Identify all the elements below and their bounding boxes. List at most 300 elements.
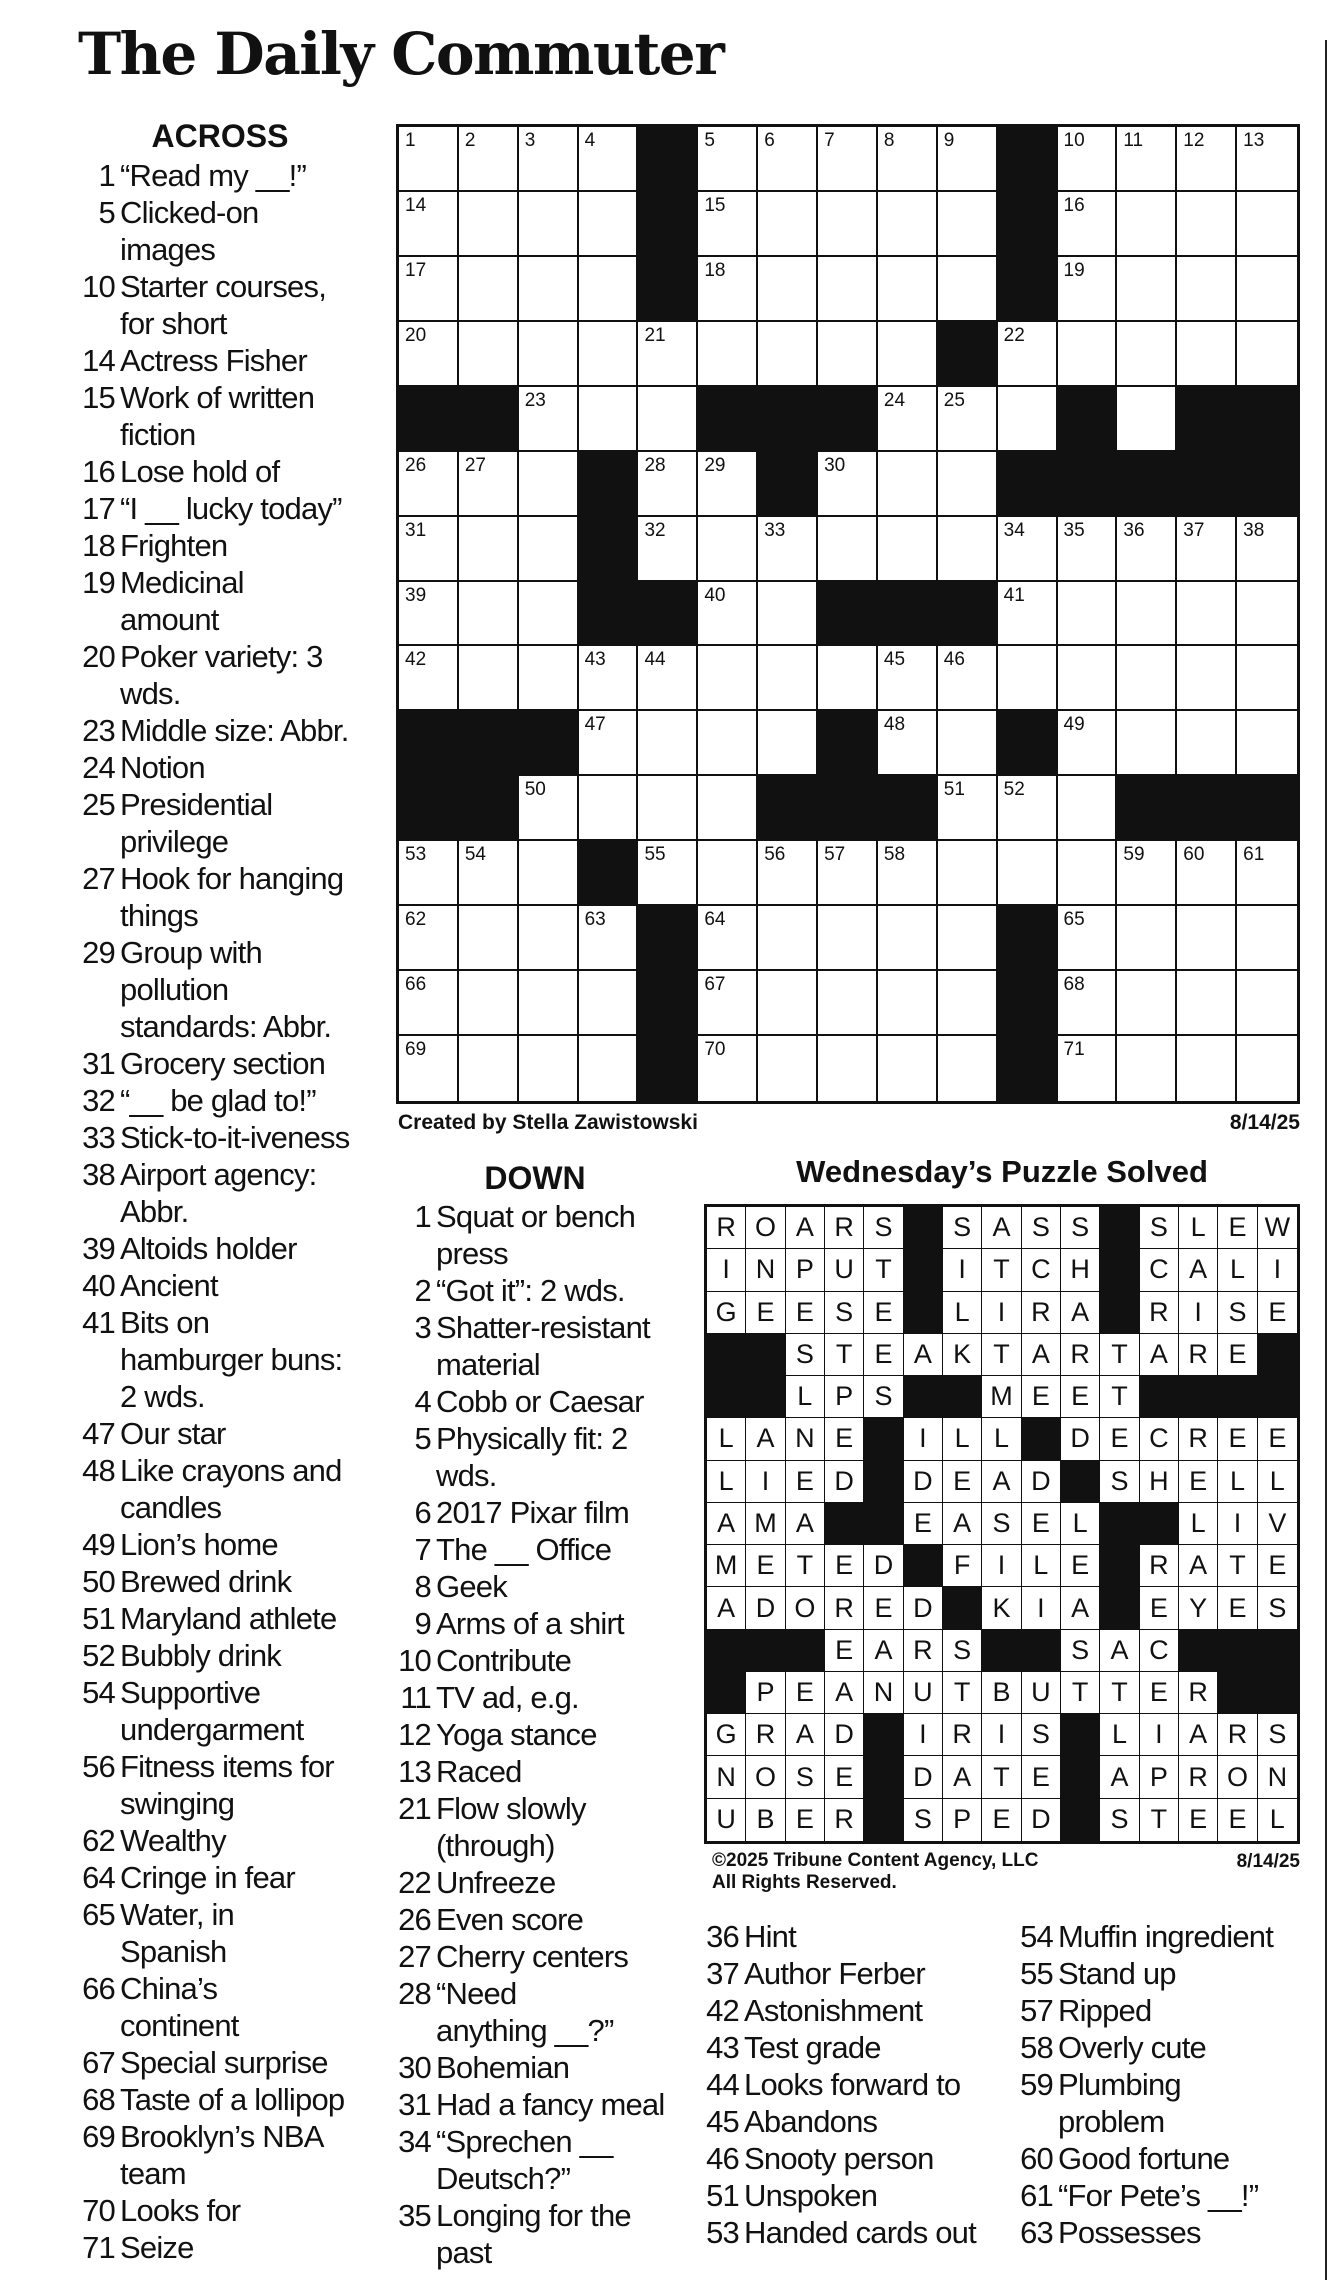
cell-number: 50 [524,779,546,801]
solution-letter: D [825,1461,864,1503]
clue-text: Our star [120,1416,226,1451]
cell-number: 25 [943,389,965,411]
clue-item [1014,1992,1324,2029]
grid-cell [938,517,998,582]
grid-cell [698,646,758,711]
black-square [938,322,998,387]
black-square [1117,776,1177,841]
clue-text: swinging [120,1786,235,1821]
black-square [864,1756,903,1798]
clue-number: 17 [82,491,115,526]
solution-letter: U [707,1799,746,1841]
grid-cell [938,711,998,776]
page-edge-divider [1325,40,1327,2280]
cell-number: 3 [524,130,536,151]
clue-text: Cobb or Caesar [436,1384,644,1419]
solution-letter: N [1258,1756,1297,1798]
clue-text: “Sprechen __ [436,2124,613,2159]
solution-letter: C [1140,1630,1179,1672]
solution-letter: R [825,1587,864,1629]
clue-number: 8 [414,1569,431,1604]
grid-cell [698,971,758,1036]
solution-letter: I [982,1292,1021,1334]
clue-item [76,490,376,527]
grid-cell [1117,646,1177,711]
solution-letter: D [904,1461,943,1503]
solution-letter: L [1100,1714,1139,1756]
solution-letter: R [1179,1672,1218,1714]
clue-number: 5 [414,1421,431,1456]
solution-letter: T [982,1249,1021,1291]
cell-number: 19 [1063,259,1085,281]
solution-date: 8/14/25 [1236,1851,1300,1872]
black-square [758,452,818,517]
grid-cell [399,971,459,1036]
grid-cell [1058,322,1118,387]
solution-letter: A [982,1207,1021,1249]
clue-number: 35 [398,2198,431,2233]
solution-letter: A [943,1756,982,1798]
clue-text: Stick-to-it-iveness [120,1120,350,1155]
grid-cell [998,517,1058,582]
grid-cell [1058,971,1118,1036]
cell-number: 45 [883,649,906,671]
clue-item [700,2029,1000,2066]
black-square [864,1714,903,1756]
grid-cell [399,582,459,647]
clue-item [1014,2140,1324,2177]
clue-text: anything __?” [436,2013,614,2048]
black-square [998,192,1058,257]
cell-number: 46 [943,649,965,671]
grid-cell [1058,711,1118,776]
solution-letter: E [1022,1756,1061,1798]
puzzle-date: 8/14/25 [1229,1111,1300,1134]
clue-text: material [436,1347,540,1382]
copyright-line-1: ©2025 Tribune Content Agency, LLC [712,1850,1039,1871]
grid-cell [878,517,938,582]
clue-text: problem [1058,2104,1165,2139]
clue-number: 9 [414,1606,431,1641]
grid-cell [638,517,698,582]
solution-letter: A [786,1503,825,1545]
solution-letter: S [1258,1714,1297,1756]
grid-cell [758,1036,818,1101]
solution-letter: K [943,1334,982,1376]
clue-text: Raced [436,1754,522,1789]
grid-cell [1177,1036,1237,1101]
cell-number: 4 [584,130,596,151]
black-square [638,192,698,257]
clue-number: 54 [1020,1919,1053,1954]
clue-number: 52 [82,1638,115,1673]
black-square [904,1207,943,1249]
clue-text: Muffin ingredient [1058,1919,1274,1954]
solution-letter: N [786,1418,825,1460]
clue-text: candles [120,1490,222,1525]
clue-item [76,786,376,860]
clue-item [392,1864,692,1901]
grid-cell [1177,582,1237,647]
black-square [904,1249,943,1291]
solution-letter: D [825,1714,864,1756]
grid-cell [1237,841,1297,906]
black-square [864,1461,903,1503]
solution-letter: L [1179,1207,1218,1249]
grid-cell [519,646,579,711]
clue-text: Fitness items for [120,1749,334,1784]
solution-letter: A [943,1503,982,1545]
clue-number: 64 [82,1860,115,1895]
clue-text: things [120,898,198,933]
cell-number: 8 [883,130,895,151]
clue-text: Bohemian [436,2050,570,2085]
grid-cell [1058,517,1118,582]
clue-item [76,1304,376,1415]
solution-letter: I [1179,1292,1218,1334]
clue-number: 51 [82,1601,115,1636]
cell-number: 14 [405,194,427,216]
clue-item [1014,2066,1324,2140]
solution-letter: R [825,1207,864,1249]
clue-number: 45 [706,2104,739,2139]
solution-letter: E [1258,1292,1297,1334]
grid-cell [519,257,579,322]
grid-cell [579,127,639,192]
grid-cell [519,971,579,1036]
clue-text: undergarment [120,1712,304,1747]
grid-cell [1177,322,1237,387]
solution-letter: L [1061,1503,1100,1545]
page-title: The Daily Commuter [78,20,724,88]
solution-letter: U [904,1672,943,1714]
grid-cell [1058,257,1118,322]
clue-number: 22 [398,1865,431,1900]
clue-text: “Read my __!” [120,158,306,193]
solution-letter: N [864,1672,903,1714]
cell-number: 69 [405,1039,427,1061]
grid-cell [1117,257,1177,322]
grid-cell [399,646,459,711]
clue-number: 2 [414,1273,431,1308]
clue-item [1014,1918,1324,1955]
clue-number: 5 [98,195,115,230]
clue-number: 6 [414,1495,431,1530]
clue-text: Unspoken [744,2178,878,2213]
solution-letter: E [1258,1545,1297,1587]
cell-number: 41 [1003,584,1025,606]
clue-number: 1 [414,1199,431,1234]
cell-number: 34 [1003,519,1025,541]
solution-grid [704,1204,1300,1844]
grid-cell [878,971,938,1036]
clue-number: 29 [82,935,115,970]
clue-number: 44 [706,2067,739,2102]
clue-number: 18 [82,528,115,563]
cell-number: 26 [405,454,427,476]
grid-cell [1177,192,1237,257]
cell-number: 6 [764,130,775,151]
clue-text: Presidential [120,787,273,822]
clue-number: 3 [414,1310,431,1345]
clue-number: 50 [82,1564,115,1599]
black-square [1218,1672,1257,1714]
grid-cell [519,322,579,387]
solution-letter: E [786,1292,825,1334]
clue-text: Astonishment [744,1993,923,2028]
black-square [864,1418,903,1460]
cell-number: 16 [1063,194,1085,216]
solution-letter: T [943,1672,982,1714]
solution-letter: I [943,1249,982,1291]
black-square [579,452,639,517]
grid-cell [758,711,818,776]
black-square [943,1587,982,1629]
clue-text: press [436,1236,508,1271]
clue-item [392,1198,692,1272]
clue-item [76,1970,376,2044]
puzzle-credit: Created by Stella Zawistowski [398,1111,698,1134]
grid-cell [938,971,998,1036]
clue-text: 2017 Pixar film [436,1495,630,1530]
grid-cell [459,127,519,192]
solution-letter: I [1218,1503,1257,1545]
solution-letter: O [746,1207,785,1249]
grid-cell [998,322,1058,387]
black-square [825,1503,864,1545]
grid-cell [638,711,698,776]
solution-letter: R [904,1630,943,1672]
grid-cell [1117,841,1177,906]
solution-letter: E [825,1756,864,1798]
clue-text: “I __ lucky today” [120,491,342,526]
solution-letter: U [1022,1672,1061,1714]
grid-cell [1177,906,1237,971]
grid-cell [579,1036,639,1101]
across-clue-list [76,157,376,2266]
clue-item [1014,2214,1324,2251]
solution-letter: E [864,1334,903,1376]
solution-letter: E [825,1545,864,1587]
black-square [459,387,519,452]
grid-cell [818,192,878,257]
solution-letter: A [1179,1545,1218,1587]
clue-item [392,1679,692,1716]
solution-letter: S [982,1503,1021,1545]
clue-text: Special surprise [120,2045,328,2080]
grid-cell [638,646,698,711]
solution-letter: R [1179,1756,1218,1798]
black-square [864,1799,903,1841]
black-square [579,841,639,906]
grid-cell [519,776,579,841]
clue-number: 53 [706,2215,739,2250]
grid-cell [758,971,818,1036]
solution-letter: O [1218,1756,1257,1798]
black-square [998,257,1058,322]
clue-text: Taste of a lollipop [120,2082,345,2117]
clue-number: 49 [82,1527,115,1562]
cell-number: 20 [405,324,427,346]
grid-cell [1117,711,1177,776]
solution-letter: A [707,1587,746,1629]
grid-cell [1177,517,1237,582]
clue-number: 4 [414,1384,431,1419]
black-square [638,906,698,971]
grid-cell [758,257,818,322]
black-square [1100,1207,1139,1249]
clue-item [76,2081,376,2118]
clue-text: Stand up [1058,1956,1176,1991]
clue-number: 36 [706,1919,739,1954]
solution-letter: R [943,1714,982,1756]
grid-cell [519,452,579,517]
solution-letter: S [1061,1207,1100,1249]
solution-letter: L [1218,1249,1257,1291]
down-heading: DOWN [484,1160,586,1196]
clue-item [76,2118,376,2192]
black-square [998,971,1058,1036]
clue-text: Seize [120,2230,194,2265]
black-square [1100,1503,1139,1545]
clue-item [76,2229,376,2266]
grid-cell [698,841,758,906]
clue-text: Arms of a shirt [436,1606,624,1641]
solution-letter: A [1061,1587,1100,1629]
cell-number: 40 [704,584,726,606]
copyright-line-2: All Rights Reserved. [712,1872,897,1893]
solution-letter: P [786,1249,825,1291]
grid-cell [399,192,459,257]
solution-letter: T [1140,1799,1179,1841]
grid-cell [1058,646,1118,711]
grid-cell [1058,776,1118,841]
clue-text: “Got it”: 2 wds. [436,1273,625,1308]
clue-number: 10 [82,269,115,304]
cell-number: 64 [704,909,726,931]
clue-number: 31 [82,1046,115,1081]
clue-text: Physically fit: 2 [436,1421,628,1456]
clue-item [700,1992,1000,2029]
black-square [638,582,698,647]
clue-item [392,1272,692,1309]
clue-text: Hint [744,1919,796,1954]
black-square [638,127,698,192]
solution-letter: E [786,1672,825,1714]
black-square [579,582,639,647]
clue-item [392,2123,692,2197]
black-square [638,971,698,1036]
clue-text: Cringe in fear [120,1860,295,1895]
grid-cell [459,322,519,387]
clue-item [76,1600,376,1637]
solution-letter: G [707,1292,746,1334]
cell-number: 58 [883,844,906,866]
solution-letter: F [943,1545,982,1587]
solution-letter: B [746,1799,785,1841]
black-square [904,1545,943,1587]
cell-number: 12 [1183,130,1205,151]
black-square [707,1376,746,1418]
solution-letter: A [864,1630,903,1672]
clue-number: 12 [398,1717,431,1752]
solution-letter: W [1258,1207,1297,1249]
black-square [1100,1545,1139,1587]
clue-number: 30 [398,2050,431,2085]
black-square [519,711,579,776]
solution-letter: A [786,1714,825,1756]
clue-text: Ripped [1058,1993,1152,2028]
cell-number: 17 [405,259,427,281]
clue-number: 40 [82,1268,115,1303]
clue-item [700,2066,1000,2103]
clue-number: 59 [1020,2067,1053,2102]
clue-number: 55 [1020,1956,1053,1991]
clue-number: 58 [1020,2030,1053,2065]
clue-text: Yoga stance [436,1717,597,1752]
solution-letter: E [864,1292,903,1334]
grid-cell [938,257,998,322]
grid-cell [698,776,758,841]
clue-text: Lose hold of [120,454,280,489]
grid-cell [698,711,758,776]
solution-letter: L [1179,1503,1218,1545]
grid-cell [698,1036,758,1101]
cell-number: 66 [405,974,427,996]
grid-cell [1237,517,1297,582]
solution-letter: E [825,1418,864,1460]
solution-letter: D [746,1587,785,1629]
grid-cell [818,841,878,906]
solution-letter: L [1258,1461,1297,1503]
clue-text: Looks for [120,2193,241,2228]
clue-text: past [436,2235,492,2270]
cell-number: 18 [704,259,726,281]
clue-number: 10 [398,1643,431,1678]
clue-number: 16 [82,454,115,489]
clue-text: Had a fancy meal [436,2087,665,2122]
black-square [1061,1799,1100,1841]
solution-letter: E [825,1630,864,1672]
grid-cell [698,322,758,387]
black-square [1140,1376,1179,1418]
solution-letter: E [1179,1799,1218,1841]
black-square [1117,452,1177,517]
solution-letter: I [746,1461,785,1503]
solution-letter: A [1179,1249,1218,1291]
black-square [1218,1630,1257,1672]
solution-letter: D [1061,1418,1100,1460]
cell-number: 2 [464,130,476,151]
clue-item [76,1859,376,1896]
cell-number: 21 [644,324,666,346]
black-square [459,776,519,841]
clue-item [700,2214,1000,2251]
grid-cell [638,841,698,906]
grid-cell [638,776,698,841]
grid-cell [1237,127,1297,192]
solution-letter: S [864,1207,903,1249]
clue-text: The __ Office [436,1532,612,1567]
clue-number: 63 [1020,2215,1053,2250]
cell-number: 63 [584,909,606,931]
clue-item [76,1637,376,1674]
solution-letter: D [904,1587,943,1629]
clue-number: 38 [82,1157,115,1192]
solution-letter: B [982,1672,1021,1714]
clue-text: Medicinal [120,565,244,600]
grid-cell [459,1036,519,1101]
